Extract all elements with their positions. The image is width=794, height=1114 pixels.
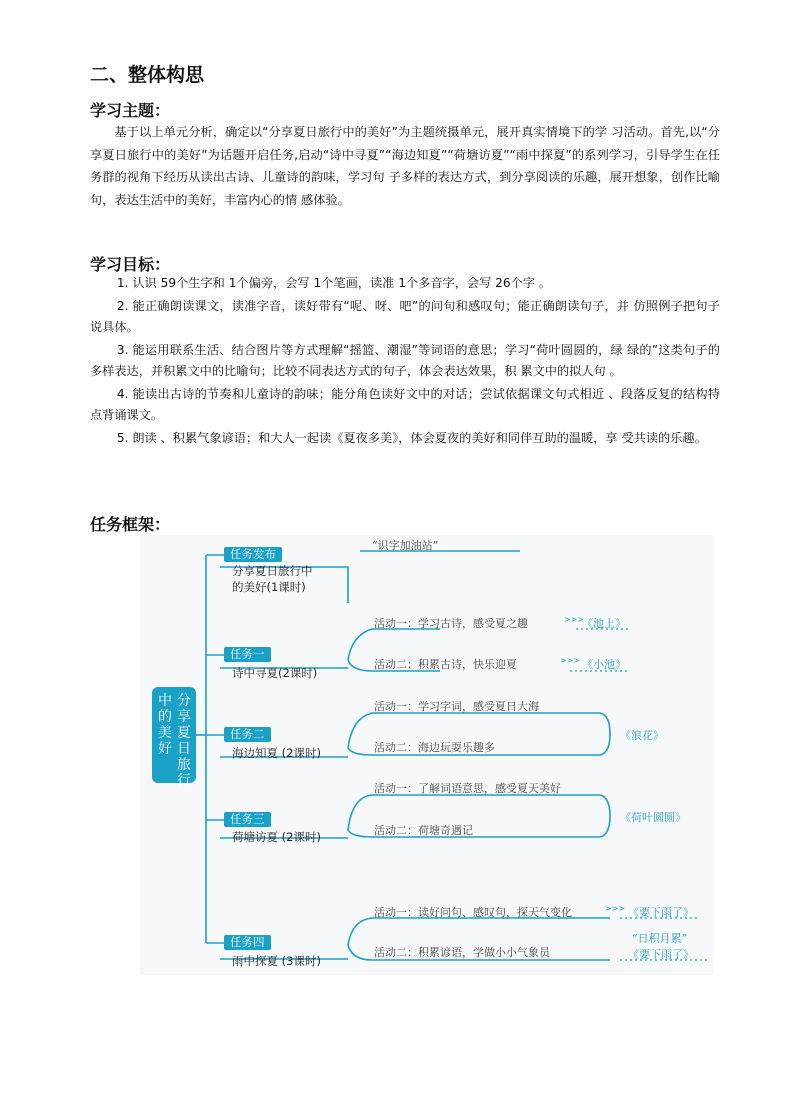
- task-4-tag: 任务四: [224, 935, 271, 950]
- task-1-name: 诗中寻夏(2课时): [232, 666, 318, 680]
- task-3-book: 《荷叶圆圆》: [620, 811, 686, 824]
- task-1-activity-2: 活动二：积累古诗，快乐迎夏: [374, 658, 517, 671]
- task-4-book-1: 《要下雨了》: [628, 906, 694, 919]
- goals-heading: 学习目标：: [90, 255, 171, 274]
- arrow-icon: >>>: [605, 904, 626, 913]
- task-2-activity-1: 活动一：学习字词，感受夏日大海: [374, 700, 539, 713]
- task-release-name-1: 分享夏日旅行中: [232, 564, 313, 578]
- goal-item: 2. 能正确朗读课文，读准字音，读好带有“呢、呀、吧”的问句和感叹句；能正确朗读句子，并 仿照例子把句子说具体。: [90, 298, 720, 334]
- section-heading: 二、整体构思: [90, 64, 205, 86]
- task-4-activity-2: 活动二：积累谚语，学做小小气象员: [374, 946, 550, 959]
- arrow-icon: >>>: [564, 615, 585, 624]
- theme-paragraph: [90, 121, 720, 211]
- framework-heading: 任务框架：: [90, 515, 171, 534]
- goal-item: 3. 能运用联系生活、结合图片等方式理解“摇篮、潮湿”等词语的意思；学习“荷叶圆圆的，绿 绿的”这类句子的多样表达，并积累文中的比喻句；比较不同表达方式的句子，体会表达效果，积 累文中的拟人句 。: [90, 342, 720, 378]
- root-node: [152, 687, 196, 789]
- task-1-book-1: 《池上》: [582, 617, 626, 630]
- theme-text: 基于以上单元分析，确定以“分享夏日旅行中的美好”为主题统摄单元，展开真实情境下的学 习活动。首先,以“分享夏日旅行中的美好”为话题开启任务,启动“诗中寻夏”“海边知夏”“荷塘访夏”“雨中探夏”的系列学习，引导学生在任务群的视角下经历从读出古诗、儿童诗的韵味，学习句 子多样的表达方式，到分享阅读的乐趣，展开想象，创作比喻句，表达生活中的美好，丰富内心的情 感体验。: [90, 125, 720, 207]
- task-2-book: 《浪花》: [620, 729, 664, 742]
- root-col-1: 分享夏日旅行: [177, 693, 191, 789]
- task-4-book-2b: 《要下雨了》: [628, 948, 694, 961]
- task-2-tag: 任务二: [224, 727, 271, 742]
- task-3-tag: 任务三: [224, 812, 271, 827]
- task-2-name: 海边知夏 (2课时): [232, 746, 321, 760]
- task-1-activity-1: 活动一：学习古诗，感受夏之趣: [374, 617, 528, 630]
- task-3-name: 荷塘访夏 (2课时): [232, 830, 321, 844]
- task-framework-diagram: [140, 535, 714, 975]
- task-4-name: 雨中探夏 (3课时): [232, 954, 321, 968]
- task-3-activity-1: 活动一：了解词语意思，感受夏天美好: [374, 782, 561, 795]
- task-release-tag: 任务发布: [224, 547, 282, 562]
- top-note: “识字加油站”: [372, 539, 439, 552]
- goal-item: 1. 认识 59个生字和 1个偏旁，会写 1个笔画，读准 1个多音字，会写 26个字 。: [116, 276, 552, 290]
- task-4-activity-1: 活动一：读好问句、感叹句，探天气变化: [374, 906, 572, 919]
- task-release-name-2: 的美好(1课时): [232, 580, 306, 594]
- task-1-tag: 任务一: [224, 647, 271, 662]
- goal-item: 4. 能读出古诗的节奏和儿童诗的韵味；能分角色读好文中的对话；尝试依据课文句式相近 、段落反复的结构特点背诵课文。: [90, 386, 720, 422]
- theme-heading: 学习主题：: [90, 101, 171, 120]
- task-3-activity-2: 活动二：荷塘奇遇记: [374, 824, 473, 837]
- goal-item: 5. 朗读 、积累气象谚语；和大人一起读《夏夜多美》，体会夏夜的美好和同伴互助的温暖，享 受共读的乐趣。: [116, 430, 707, 445]
- task-2-activity-2: 活动二：海边玩耍乐趣多: [374, 741, 495, 754]
- root-col-2: 中的美好: [158, 693, 172, 757]
- task-1-book-2: 《小池》: [582, 658, 626, 671]
- task-4-book-2a: “日积月累”: [632, 932, 688, 945]
- goals-list: [90, 273, 720, 450]
- arrow-icon: >>>: [560, 656, 581, 665]
